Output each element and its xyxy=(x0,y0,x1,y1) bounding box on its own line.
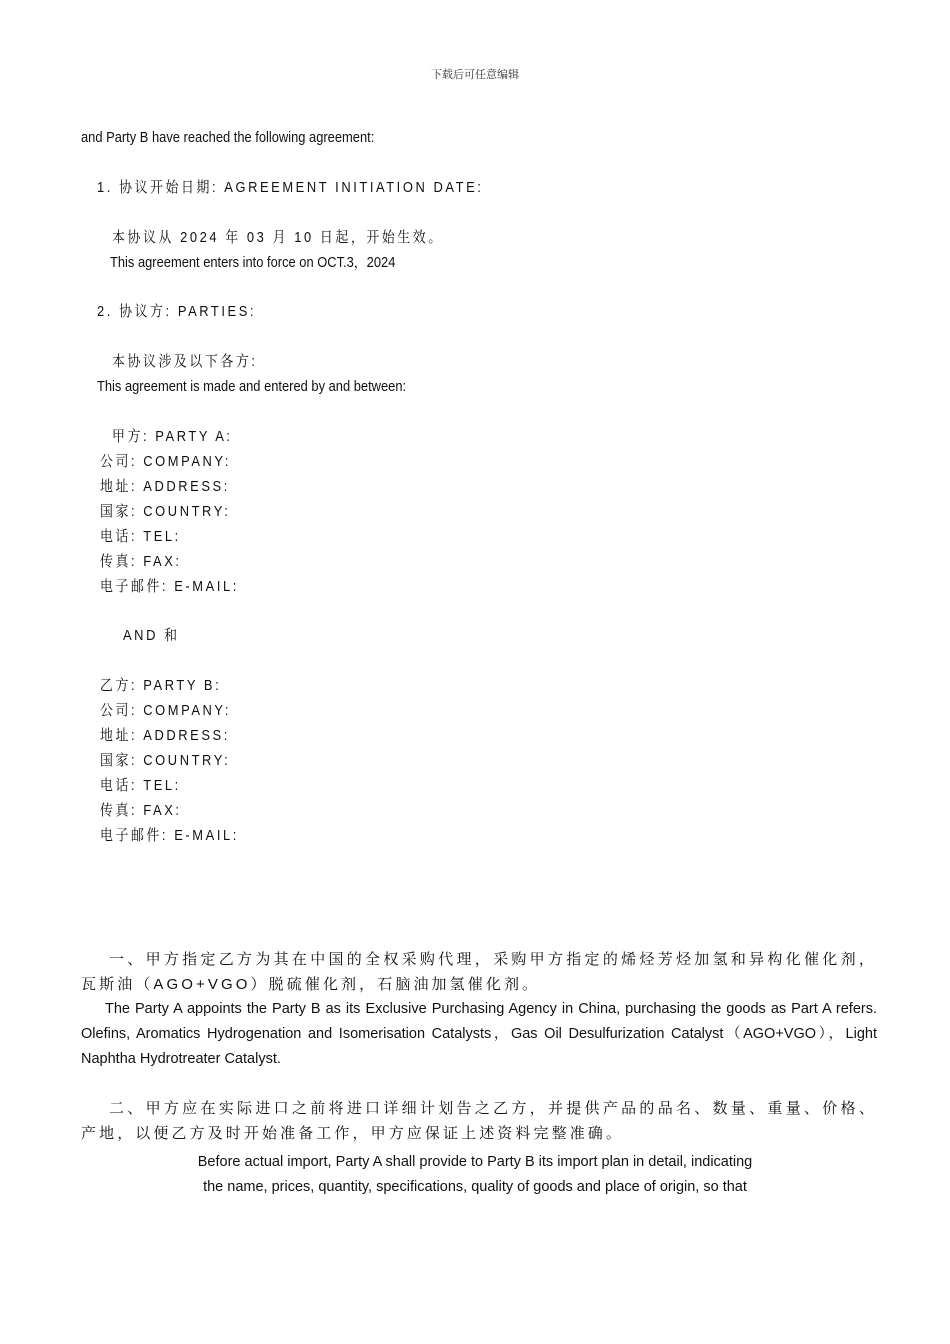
party-a-fax: 传真: FAX: xyxy=(100,553,182,570)
party-a-email: 电子邮件: E-MAIL: xyxy=(100,578,239,595)
party-b-country: 国家: COUNTRY: xyxy=(100,752,231,769)
section2-en-text: This agreement is made and entered by and between: xyxy=(97,378,407,395)
page-header-note: 下载后可任意编辑 xyxy=(431,68,519,81)
clause2-cn-paragraph: 二、甲方应在实际进口之前将进口详细计划告之乙方，并提供产品的品名、数量、重量、价格、产地，以便乙方及时开始准备工作，甲方应保证上述资料完整准确。 xyxy=(81,1100,877,1142)
intro-line: and Party B have reached the following agreement: xyxy=(81,129,375,146)
section2-title: 2. 协议方: PARTIES: xyxy=(97,303,257,320)
clause2-en-line-1: Before actual import, Party A shall provide to Party B its import plan in detail, indicating xyxy=(197,1154,753,1170)
party-b-heading: 乙方: PARTY B: xyxy=(100,677,222,694)
party-b-fax: 传真: FAX: xyxy=(100,802,182,819)
party-a-country: 国家: COUNTRY: xyxy=(100,503,231,520)
party-a-tel: 电话: TEL: xyxy=(100,528,181,545)
party-a-company: 公司: COMPANY: xyxy=(100,453,232,470)
party-a-heading: 甲方: PARTY A: xyxy=(112,428,233,445)
section1-cn-text: 本协议从 2024 年 03 月 10 日起，开始生效。 xyxy=(112,229,444,246)
party-b-address: 地址: ADDRESS: xyxy=(100,727,230,744)
party-b-tel: 电话: TEL: xyxy=(100,777,181,794)
clause2-en-line-2: the name, prices, quantity, specifications, quality of goods and place of origin, so that xyxy=(203,1179,747,1195)
and-separator: AND 和 xyxy=(123,627,180,644)
section1-en-text: This agreement enters into force on OCT.3，2024 xyxy=(110,254,396,271)
section1-title: 1. 协议开始日期: AGREEMENT INITIATION DATE: xyxy=(97,179,484,196)
clause1-en-paragraph: The Party A appoints the Party B as its Exclusive Purchasing Agency in China, purchasing the goods as Part A refers. Olefins, Aromatics Hydrogenation and Isomerisation Catalysts，Gas Oil Desulfurization Catalyst（AGO+VGO），Light Naphtha Hydrotreater Catalyst. xyxy=(81,1001,877,1067)
party-b-company: 公司: COMPANY: xyxy=(100,702,232,719)
party-b-email: 电子邮件: E-MAIL: xyxy=(100,827,239,844)
party-a-address: 地址: ADDRESS: xyxy=(100,478,230,495)
section2-cn-text: 本协议涉及以下各方: xyxy=(112,353,258,370)
clause1-cn-paragraph: 一、甲方指定乙方为其在中国的全权采购代理，采购甲方指定的烯烃芳烃加氢和异构化催化剂，瓦斯油（AGO+VGO）脱硫催化剂，石脑油加氢催化剂。 xyxy=(81,951,877,993)
